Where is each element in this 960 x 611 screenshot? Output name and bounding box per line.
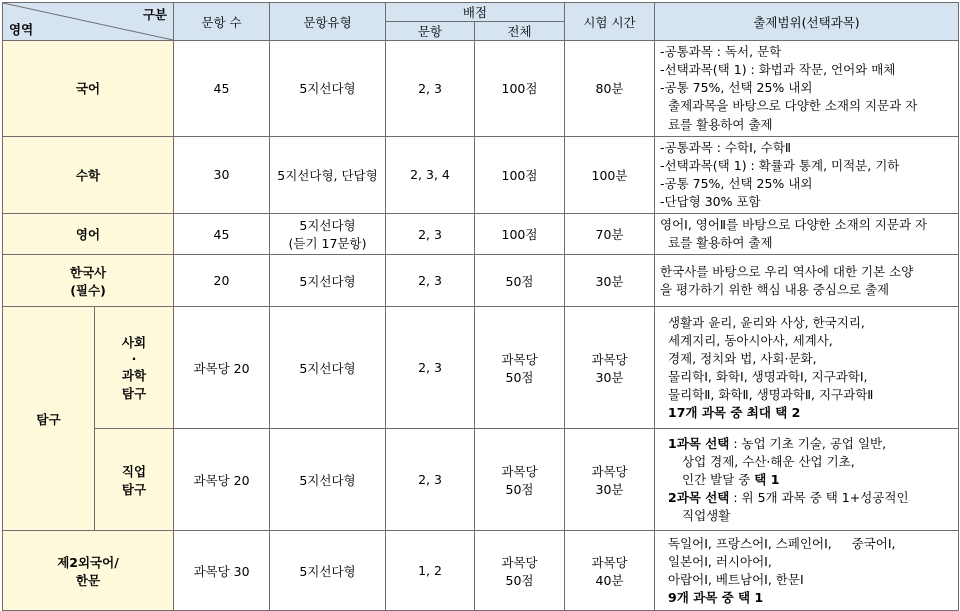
range-line: 료를 활용하여 출제 xyxy=(668,235,773,251)
row-korean xyxy=(3,41,959,137)
area-line: 한문 xyxy=(75,572,101,588)
range-line: 세계지리, 동아시아사, 세계사, xyxy=(668,332,833,348)
range-cell xyxy=(655,136,959,214)
count-cell: 과목당 20 xyxy=(174,307,270,429)
range-cell xyxy=(655,429,959,531)
range-line: -공통 75%, 선택 25% 내외 xyxy=(660,80,813,96)
range-line: 직업생활 xyxy=(682,508,731,524)
score-item-header: 문항 xyxy=(386,22,475,41)
range-line: 경제, 정치와 법, 사회·문화, xyxy=(668,350,817,366)
score-line: 50점 xyxy=(505,572,534,588)
range-line: -단답형 30% 포함 xyxy=(660,194,761,209)
time-line: 40분 xyxy=(595,572,624,588)
score-line: 과목당 xyxy=(501,351,538,367)
time-cell: 70분 xyxy=(565,214,655,255)
area-history xyxy=(3,255,174,307)
range-line: 물리학Ⅰ, 화학Ⅰ, 생명과학Ⅰ, 지구과학Ⅰ, xyxy=(668,368,868,384)
type-cell: 5지선다형 xyxy=(270,307,386,429)
range-line: 생활과 윤리, 윤리와 사상, 한국지리, xyxy=(668,314,865,330)
range-line: -공통과목 : 독서, 문학 xyxy=(660,44,782,59)
row-english xyxy=(3,214,959,255)
score-total-cell: 50점 xyxy=(475,255,565,307)
type-cell: 5지선다형 xyxy=(270,41,386,137)
sub-area-line: 직업 xyxy=(121,463,147,479)
type-cell: 5지선다형 xyxy=(270,255,386,307)
time-cell: 30분 xyxy=(565,255,655,307)
sub-area-line: 사회 xyxy=(121,335,147,351)
range-line: 물리학Ⅱ, 화학Ⅱ, 생명과학Ⅱ, 지구과학Ⅱ xyxy=(668,387,874,402)
area-label: 영역 xyxy=(9,22,34,37)
score-line: 과목당 xyxy=(501,463,538,479)
range-cell xyxy=(655,307,959,429)
count-cell: 과목당 20 xyxy=(174,429,270,531)
score-item-cell: 1, 2 xyxy=(386,531,475,611)
type-cell: 5지선다형 xyxy=(270,429,386,531)
score-line: 50점 xyxy=(505,369,534,385)
area-line: (필수) xyxy=(70,282,106,298)
time-line: 과목당 xyxy=(591,463,628,479)
row-inquiry-social xyxy=(3,307,959,429)
score-item-cell: 2, 3 xyxy=(386,41,475,137)
range-line xyxy=(660,435,953,453)
sub-area-social-science xyxy=(95,307,174,429)
sub-area-line: 과학 xyxy=(121,368,147,384)
count-cell: 20 xyxy=(174,255,270,307)
score-total-cell: 100점 xyxy=(475,214,565,255)
area-math: 수학 xyxy=(3,136,174,214)
gubun-label: 구분 xyxy=(142,7,167,22)
time-line: 30분 xyxy=(595,481,624,497)
range-line xyxy=(660,471,953,489)
score-line: 50점 xyxy=(505,481,534,497)
range-line: 아랍어Ⅰ, 베트남어Ⅰ, 한문Ⅰ xyxy=(668,571,804,587)
type-cell: 5지선다형, 단답형 xyxy=(270,136,386,214)
option-text: : 농업 기초 기술, 공업 일반, xyxy=(729,435,887,451)
score-total-header: 전체 xyxy=(475,22,565,41)
option-label: 1과목 선택 xyxy=(668,435,730,451)
exam-structure-table xyxy=(2,2,959,611)
time-line: 과목당 xyxy=(591,554,628,570)
option-text: : 위 5개 과목 중 택 1+성공적인 xyxy=(729,489,909,505)
area-english: 영어 xyxy=(3,214,174,255)
range-cell xyxy=(655,41,959,137)
area-foreign xyxy=(3,531,174,611)
count-cell: 과목당 30 xyxy=(174,531,270,611)
range-header: 출제범위(선택과목) xyxy=(655,3,959,41)
type-line: 5지선다형 xyxy=(299,218,356,234)
range-line: 을 평가하기 위한 핵심 내용 중심으로 출제 xyxy=(660,281,890,297)
range-line: -공통 75%, 선택 25% 내외 xyxy=(660,175,813,191)
option-label: 택 1 xyxy=(754,471,780,487)
row-math xyxy=(3,136,959,214)
type-header: 문항유형 xyxy=(270,3,386,41)
option-label: 2과목 선택 xyxy=(668,489,730,505)
sub-area-line: 탐구 xyxy=(121,386,147,402)
score-total-cell: 100점 xyxy=(475,41,565,137)
row-history xyxy=(3,255,959,307)
type-cell xyxy=(270,214,386,255)
score-total-cell xyxy=(475,531,565,611)
range-line: 한국사를 바탕으로 우리 역사에 대한 기본 소양 xyxy=(660,263,914,279)
range-line xyxy=(660,489,953,507)
score-item-cell: 2, 3, 4 xyxy=(386,136,475,214)
time-cell xyxy=(565,429,655,531)
time-cell: 100분 xyxy=(565,136,655,214)
range-line: 상업 경제, 수산·해운 산업 기초, xyxy=(682,453,855,469)
range-cell xyxy=(655,531,959,611)
score-item-cell: 2, 3 xyxy=(386,307,475,429)
area-line: 제2외국어/ xyxy=(57,554,119,570)
score-total-cell xyxy=(475,307,565,429)
range-line: 독일어Ⅰ, 프랑스어Ⅰ, 스페인어Ⅰ, 중국어Ⅰ, xyxy=(668,535,896,551)
sub-area-vocational xyxy=(95,429,174,531)
range-line: 료를 활용하여 출제 xyxy=(668,116,773,132)
type-cell: 5지선다형 xyxy=(270,531,386,611)
score-item-cell: 2, 3 xyxy=(386,255,475,307)
time-line: 30분 xyxy=(595,369,624,385)
type-line: (듣기 17문항) xyxy=(288,236,367,252)
range-cell xyxy=(655,255,959,307)
area-line: 한국사 xyxy=(69,264,107,280)
time-cell xyxy=(565,531,655,611)
range-line: -선택과목(택 1) : 확률과 통계, 미적분, 기하 xyxy=(660,157,900,173)
score-total-cell: 100점 xyxy=(475,136,565,214)
row-foreign xyxy=(3,531,959,611)
range-line: -선택과목(택 1) : 화법과 작문, 언어와 매체 xyxy=(660,62,896,78)
range-line: 출제과목을 바탕으로 다양한 소재의 지문과 자 xyxy=(668,98,918,114)
score-header: 배점 xyxy=(386,3,565,22)
sub-area-line: · xyxy=(131,351,137,367)
score-line: 과목당 xyxy=(501,554,538,570)
range-cell xyxy=(655,214,959,255)
sub-area-line: 탐구 xyxy=(121,481,147,497)
time-cell xyxy=(565,307,655,429)
time-header: 시험 시간 xyxy=(565,3,655,41)
gubun-area-header xyxy=(3,3,174,41)
time-line: 과목당 xyxy=(591,351,628,367)
count-cell: 30 xyxy=(174,136,270,214)
count-cell: 45 xyxy=(174,214,270,255)
count-header: 문항 수 xyxy=(174,3,270,41)
area-inquiry: 탐구 xyxy=(3,307,95,531)
area-korean: 국어 xyxy=(3,41,174,137)
header-row-1 xyxy=(3,3,959,22)
range-line: 일본어Ⅰ, 러시아어Ⅰ, xyxy=(668,553,772,569)
time-cell: 80분 xyxy=(565,41,655,137)
score-item-cell: 2, 3 xyxy=(386,429,475,531)
option-text: 인간 발달 중 xyxy=(682,471,755,487)
range-line: 영어Ⅰ, 영어Ⅱ를 바탕으로 다양한 소재의 지문과 자 xyxy=(660,217,928,233)
range-line-bold: 17개 과목 중 최대 택 2 xyxy=(668,405,801,421)
row-inquiry-vocational xyxy=(3,429,959,531)
count-cell: 45 xyxy=(174,41,270,137)
range-line: -공통과목 : 수학Ⅰ, 수학Ⅱ xyxy=(660,139,792,155)
range-line-bold: 9개 과목 중 택 1 xyxy=(668,590,764,605)
score-item-cell: 2, 3 xyxy=(386,214,475,255)
score-total-cell xyxy=(475,429,565,531)
